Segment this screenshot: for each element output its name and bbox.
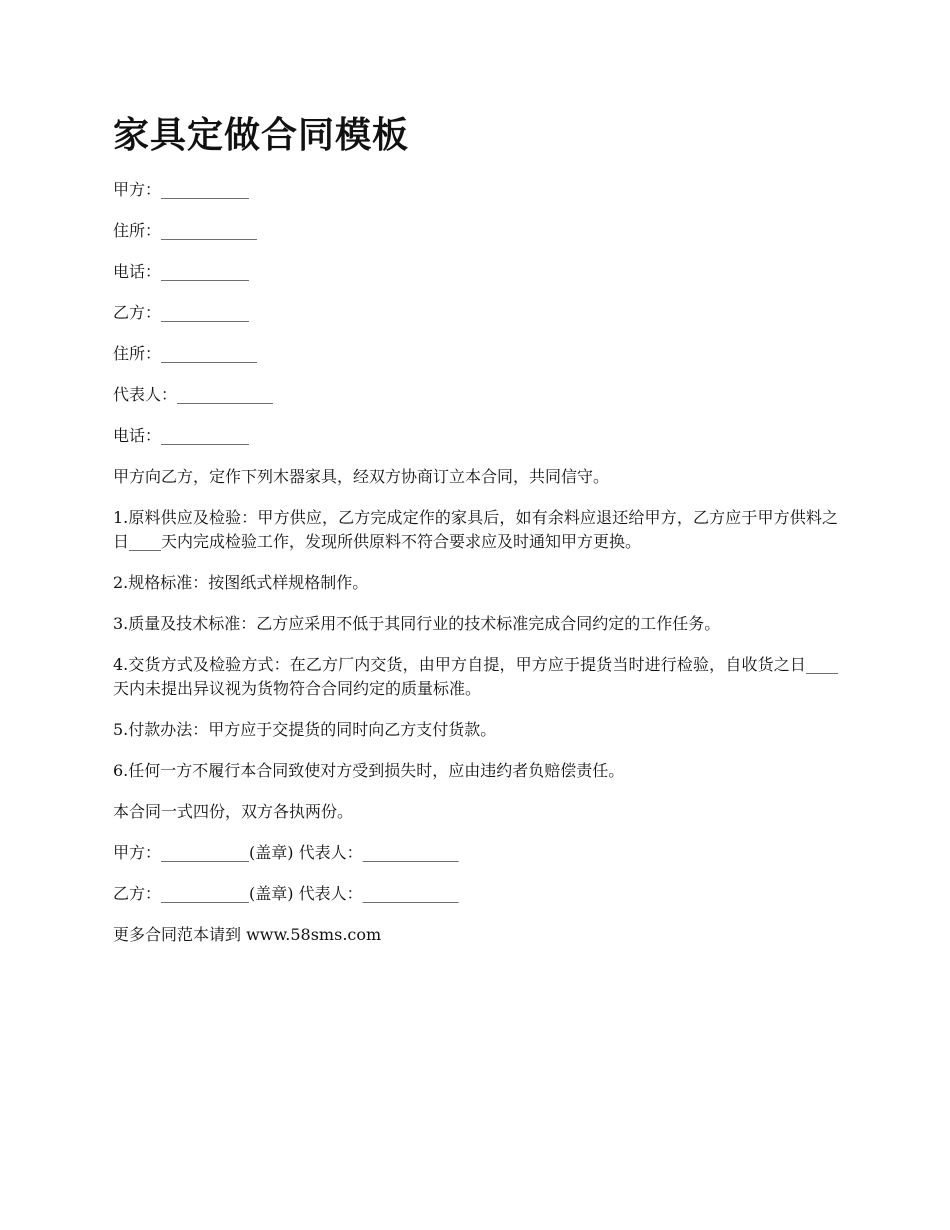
clause-3: 3.质量及技术标准：乙方应采用不低于其同行业的技术标准完成合同约定的工作任务。: [113, 614, 721, 633]
party-a-phone-line: 电话：___________: [113, 262, 250, 281]
contract-document: [113, 112, 838, 964]
party-b-address-line: 住所：____________: [113, 344, 258, 363]
signature-party-b: 乙方：___________(盖章) 代表人：____________: [113, 884, 459, 903]
signature-party-a: 甲方：___________(盖章) 代表人：____________: [113, 843, 459, 862]
clause-1: 1.原料供应及检验：甲方供应，乙方完成定作的家具后，如有余料应退还给甲方，乙方应于甲方供料之日____天内完成检验工作，发现所供原料不符合要求应及时通知甲方更换。: [113, 508, 838, 551]
party-a-address-line: 住所：____________: [113, 221, 258, 240]
copies-paragraph: 本合同一式四份，双方各执两份。: [113, 802, 354, 821]
document-title: 家具定做合同模板: [113, 115, 410, 156]
clause-4: 4.交货方式及检验方式：在乙方厂内交货，由甲方自提，甲方应于提货当时进行检验，自收货之日____天内未提出异议视为货物符合合同约定的质量标准。: [113, 655, 838, 698]
clause-6: 6.任何一方不履行本合同致使对方受到损失时，应由违约者负赔偿责任。: [113, 761, 625, 780]
footer-note: 更多合同范本请到 www.58sms.com: [113, 925, 382, 944]
clause-5: 5.付款办法：甲方应于交提货的同时向乙方支付货款。: [113, 720, 497, 739]
party-a-line: 甲方：___________: [113, 180, 250, 199]
clause-2: 2.规格标准：按图纸式样规格制作。: [113, 573, 369, 592]
intro-paragraph: 甲方向乙方，定作下列木器家具，经双方协商订立本合同，共同信守。: [113, 467, 610, 486]
party-b-line: 乙方：___________: [113, 303, 250, 322]
party-b-representative-line: 代表人：____________: [113, 385, 274, 404]
party-b-phone-line: 电话：___________: [113, 426, 250, 445]
